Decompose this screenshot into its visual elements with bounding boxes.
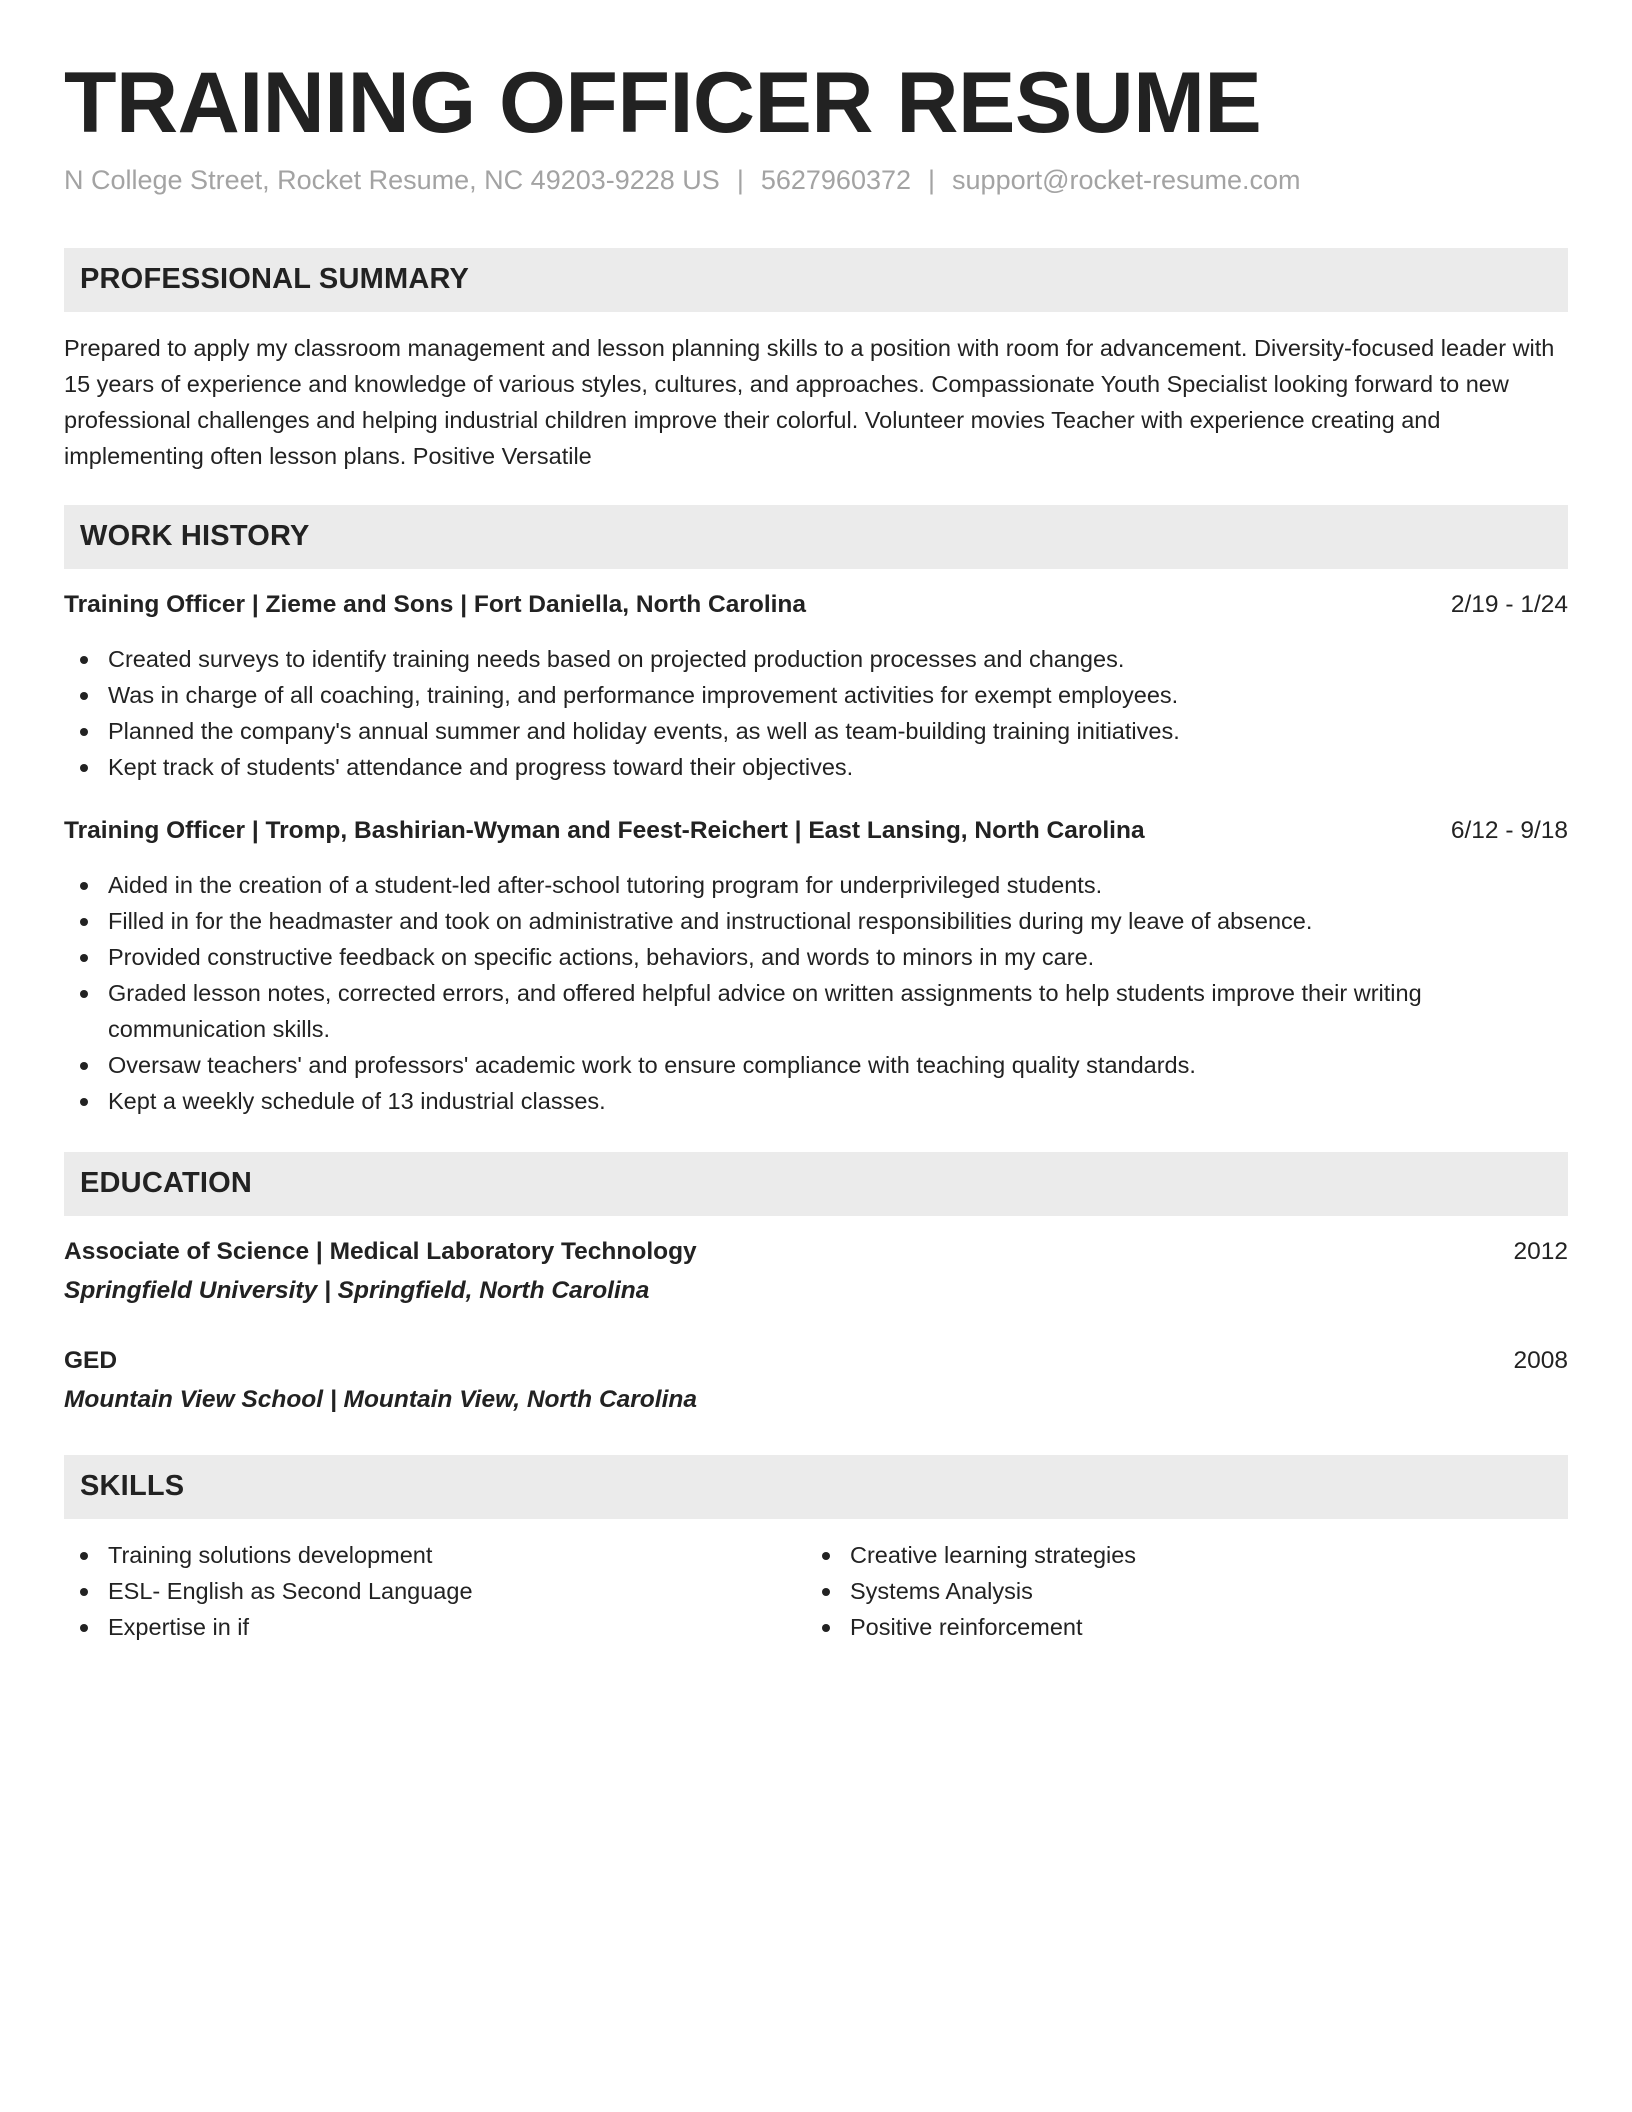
job-bullet: Kept a weekly schedule of 13 industrial classes. [108,1083,1568,1119]
skills-list-right [806,1537,1548,1645]
job-dates: 2/19 - 1/24 [1450,590,1568,618]
job-header [64,587,1568,623]
education-header [64,1343,1568,1379]
education-degree: Associate of Science | Medical Laboratory Technology [64,1237,697,1265]
contact-separator: | [736,164,744,195]
job-entry [64,813,1568,1119]
job-bullet: Provided constructive feedback on specific actions, behaviors, and words to minors in my care. [108,939,1568,975]
job-bullet: Was in charge of all coaching, training, and performance improvement activities for exempt employees. [108,677,1568,713]
skills-columns [64,1537,1568,1645]
skill-item: Expertise in if [108,1609,806,1645]
skill-item: Systems Analysis [850,1573,1548,1609]
job-bullet: Created surveys to identify training needs based on projected production processes and changes. [108,641,1568,677]
job-bullets [64,867,1568,1119]
section-heading-summary: PROFESSIONAL SUMMARY [64,248,1568,312]
job-title: Training Officer | Tromp, Bashirian-Wyman and Feest-Reichert | East Lansing, North Carolina [64,816,1145,844]
education-header [64,1234,1568,1270]
skill-item: Positive reinforcement [850,1609,1548,1645]
section-heading-work-history: WORK HISTORY [64,505,1568,569]
contact-address: N College Street, Rocket Resume, NC 49203-9228 US [64,164,720,195]
skills-list-left [64,1537,806,1645]
education-school: Mountain View School | Mountain View, North Carolina [64,1385,697,1413]
education-school: Springfield University | Springfield, North Carolina [64,1276,650,1304]
job-entry [64,587,1568,785]
education-degree: GED [64,1346,118,1374]
job-header [64,813,1568,849]
section-heading-education: EDUCATION [64,1152,1568,1216]
skill-item: Training solutions development [108,1537,806,1573]
job-bullet: Kept track of students' attendance and progress toward their objectives. [108,749,1568,785]
job-dates: 6/12 - 9/18 [1450,816,1568,844]
job-bullet: Oversaw teachers' and professors' academic work to ensure compliance with teaching quality standards. [108,1047,1568,1083]
resume-page [64,0,1568,1645]
job-bullet: Planned the company's annual summer and holiday events, as well as team-building training initiatives. [108,713,1568,749]
job-bullets [64,641,1568,785]
skill-item: Creative learning strategies [850,1537,1548,1573]
education-entry [64,1343,1568,1418]
job-bullet: Graded lesson notes, corrected errors, and offered helpful advice on written assignments to help students improve their writing communication skills. [108,975,1568,1047]
job-title: Training Officer | Zieme and Sons | Fort Daniella, North Carolina [64,590,807,618]
contact-line [64,165,1568,196]
contact-email: support@rocket-resume.com [952,164,1301,195]
education-entry [64,1234,1568,1309]
job-bullet: Aided in the creation of a student-led after-school tutoring program for underprivileged students. [108,867,1568,903]
education-year: 2008 [1513,1346,1568,1374]
contact-phone: 5627960372 [760,164,912,195]
skill-item: ESL- English as Second Language [108,1573,806,1609]
summary-text: Prepared to apply my classroom management and lesson planning skills to a position with room for advancement. Diversity-focused leader with 15 years of experience and knowledge of various styles, cultures, and approaches. Compassionate Youth Specialist looking forward to new professional challenges and helping industrial children improve their colorful. Volunteer movies Teacher with experience creating and implementing often lesson plans. Positive Versatile [64,334,1555,469]
section-heading-skills: SKILLS [64,1455,1568,1519]
resume-title: TRAINING OFFICER RESUME [64,55,1262,151]
job-bullet: Filled in for the headmaster and took on administrative and instructional responsibilities during my leave of absence. [108,903,1568,939]
contact-separator: | [928,164,936,195]
education-year: 2012 [1513,1237,1568,1265]
